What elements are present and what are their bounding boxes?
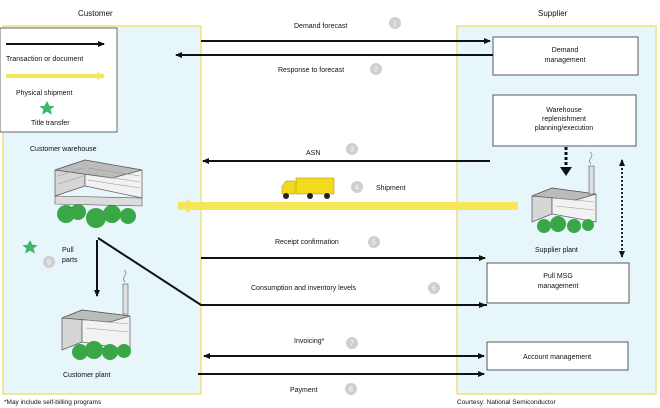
legend-transaction-label: Transaction or document	[6, 56, 84, 63]
shipment-label: Shipment	[376, 185, 406, 192]
demand-management-label-2: management	[544, 57, 586, 64]
step-4-number: 4	[355, 184, 359, 192]
step-3-number: 3	[350, 146, 354, 154]
step-1-number: 1	[393, 20, 397, 28]
supplier-plant-label: Supplier plant	[535, 247, 578, 254]
step-8-number: 8	[349, 386, 353, 394]
payment-label: Payment	[290, 387, 318, 394]
supplier-header: Supplier	[538, 9, 568, 18]
asn-label: ASN	[306, 150, 321, 157]
demand-forecast-label: Demand forecast	[294, 23, 348, 30]
credit: Courtesy: National Semiconductor	[457, 399, 556, 406]
pull-parts-label-2: parts	[62, 257, 78, 264]
customer-plant-label: Customer plant	[63, 372, 111, 379]
pull-parts-label-1: Pull	[62, 247, 74, 254]
demand-management-label-1: Demand	[551, 47, 579, 54]
footnote: *May include self-billing programs	[4, 399, 102, 406]
consumption-label: Consumption and inventory levels	[251, 285, 357, 292]
warehouse-replenishment-label-1: Warehouse	[546, 107, 582, 114]
response-label: Response to forecast	[278, 67, 345, 74]
pull-msg-label-2: management	[537, 283, 579, 290]
warehouse-replenishment-label-2: replenishment	[542, 116, 586, 123]
step-9-number: 9	[47, 259, 51, 267]
step-6-number: 6	[432, 285, 436, 293]
customer-warehouse-label: Customer warehouse	[30, 146, 97, 153]
legend-title-label: Title transfer	[31, 120, 70, 127]
receipt-label: Receipt confirmation	[275, 239, 339, 246]
step-7-number: 7	[350, 340, 354, 348]
pull-msg-label-1: Pull MSG	[543, 273, 573, 280]
invoicing-label: Invoicing*	[294, 338, 325, 345]
step-5-number: 5	[372, 239, 376, 247]
demand-management-box	[493, 37, 638, 75]
step-2-number: 2	[374, 66, 378, 74]
truck-icon	[282, 178, 334, 199]
customer-header: Customer	[78, 9, 113, 18]
warehouse-replenishment-label-3: planning/execution	[534, 125, 594, 132]
legend-physical-label: Physical shipment	[16, 90, 73, 97]
legend	[0, 28, 117, 132]
account-management-label: Account management	[522, 354, 592, 361]
